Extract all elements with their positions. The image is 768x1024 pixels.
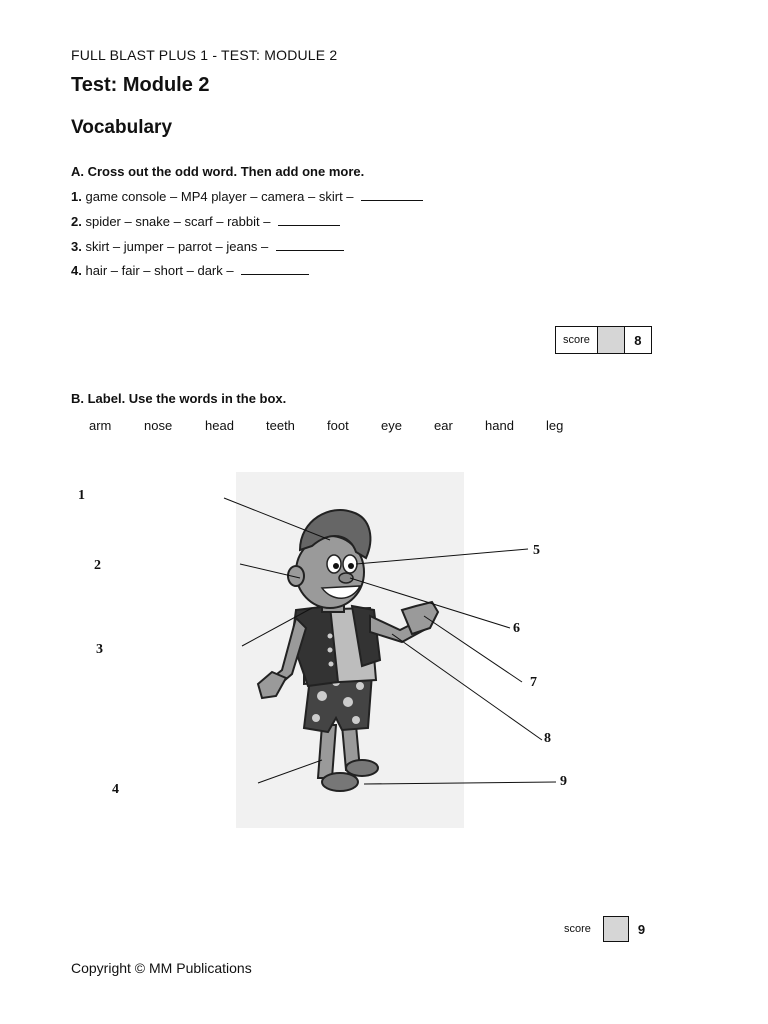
word-box-item: hand: [485, 418, 514, 433]
item-text: spider – snake – scarf – rabbit –: [85, 214, 271, 229]
label-number: 6: [513, 621, 520, 636]
word-box-item: eye: [381, 418, 402, 433]
label-number: 9: [560, 774, 567, 789]
score-max: 8: [634, 332, 642, 348]
item-text: skirt – jumper – parrot – jeans –: [85, 239, 269, 254]
part-b-instruction: B. Label. Use the words in the box.: [71, 391, 287, 406]
section-title: Vocabulary: [71, 117, 173, 138]
word-box: [89, 418, 576, 433]
item-number: 1.: [71, 189, 82, 204]
list-item: [71, 189, 423, 204]
score-input[interactable]: [603, 916, 629, 942]
item-number: 2.: [71, 214, 82, 229]
label-number: 4: [112, 782, 119, 797]
item-number: 4.: [71, 263, 82, 278]
score-max: 9: [637, 921, 646, 937]
label-number: 8: [544, 731, 551, 746]
item-text: game console – MP4 player – camera – skirt –: [85, 189, 354, 204]
score-label: score: [564, 923, 591, 935]
answer-blank[interactable]: [278, 214, 340, 226]
word-box-item: foot: [327, 418, 349, 433]
label-number: 1: [78, 488, 85, 503]
label-number: 2: [94, 558, 101, 573]
item-number: 3.: [71, 239, 82, 254]
score-label: score: [556, 327, 598, 353]
word-box-item: leg: [546, 418, 564, 433]
label-number: 7: [530, 675, 537, 690]
answer-blank[interactable]: [241, 263, 309, 275]
answer-blank[interactable]: [361, 189, 423, 201]
label-number: 5: [533, 543, 540, 558]
word-box-item: arm: [89, 418, 112, 433]
score-input[interactable]: [598, 327, 625, 353]
score-box-b: [564, 916, 645, 942]
page-title: Test: Module 2: [71, 74, 210, 96]
list-item: [71, 214, 340, 229]
item-text: hair – fair – short – dark –: [85, 263, 234, 278]
copyright-footer: Copyright © MM Publications: [71, 960, 252, 976]
word-box-item: ear: [434, 418, 453, 433]
word-box-item: nose: [144, 418, 173, 433]
word-box-item: head: [205, 418, 234, 433]
word-box-item: teeth: [266, 418, 295, 433]
label-number: 3: [96, 642, 103, 657]
page-header: FULL BLAST PLUS 1 - TEST: MODULE 2: [71, 47, 338, 63]
list-item: [71, 263, 309, 278]
score-box-a: [555, 326, 652, 354]
list-item: [71, 239, 344, 254]
part-a-instruction: A. Cross out the odd word. Then add one more.: [71, 164, 365, 179]
answer-blank[interactable]: [276, 239, 344, 251]
